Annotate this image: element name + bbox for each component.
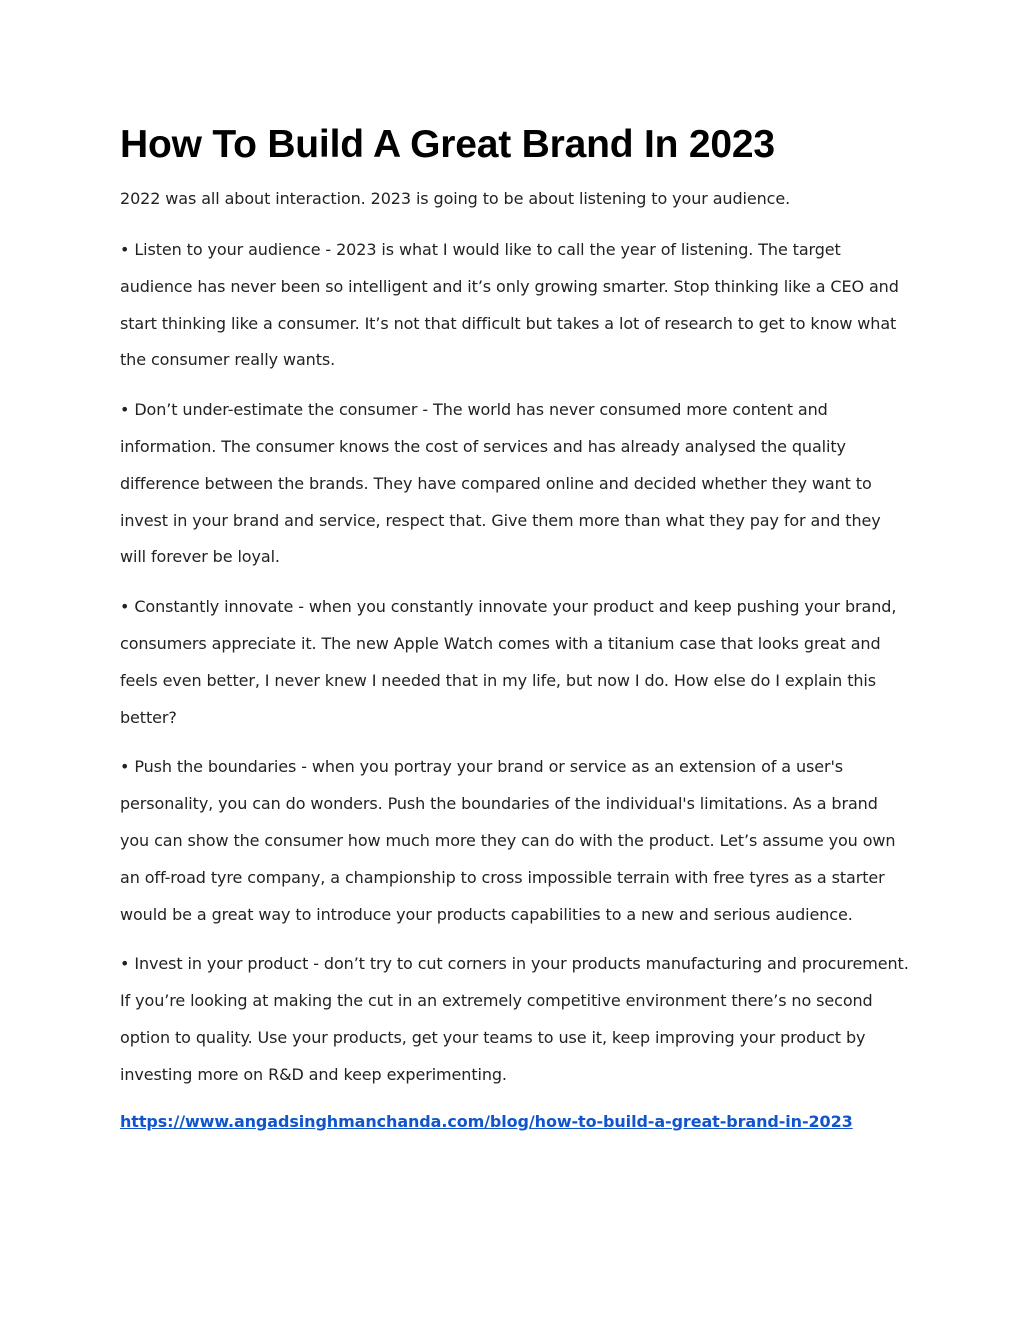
source-link[interactable]: https://www.angadsinghmanchanda.com/blog/how-to-build-a-great-brand-in-2023	[120, 1111, 853, 1131]
document-page	[120, 118, 910, 1137]
point-listen-to-audience: • Listen to your audience - 2023 is what I would like to call the year of listening. The target audience has never been so intelligent and it’s only growing smarter. Stop thinking like a CEO and start thinking like a consumer. It’s not that difficult but takes a lot of research to get to know what the consumer really wants.	[120, 240, 899, 370]
point-dont-underestimate-consumer: • Don’t under-estimate the consumer - The world has never consumed more content and information. The consumer knows the cost of services and has already analysed the quality difference between the brands. They have compared online and decided whether they want to invest in your brand and service, respect that. Give them more than what they pay for and they will forever be loyal.	[120, 400, 881, 567]
intro-paragraph: 2022 was all about interaction. 2023 is going to be about listening to your audience.	[120, 189, 791, 208]
point-invest-in-product: • Invest in your product - don’t try to cut corners in your products manufacturing and procurement. If you’re looking at making the cut in an extremely competitive environment there’s no second option to quality. Use your products, get your teams to use it, keep improving your product by investing more on R&D and keep experimenting.	[120, 954, 909, 1084]
page-title: How To Build A Great Brand In 2023	[120, 123, 775, 166]
point-constantly-innovate: • Constantly innovate - when you constantly innovate your product and keep pushing your brand, consumers appreciate it. The new Apple Watch comes with a titanium case that looks great and feels even better, I never knew I needed that in my life, but now I do. How else do I explain this better?	[120, 597, 897, 727]
point-push-boundaries: • Push the boundaries - when you portray your brand or service as an extension of a user's personality, you can do wonders. Push the boundaries of the individual's limitations. As a brand you can show the consumer how much more they can do with the product. Let’s assume you own an off-road tyre company, a championship to cross impossible terrain with free tyres as a starter would be a great way to introduce your products capabilities to a new and serious audience.	[120, 757, 896, 924]
